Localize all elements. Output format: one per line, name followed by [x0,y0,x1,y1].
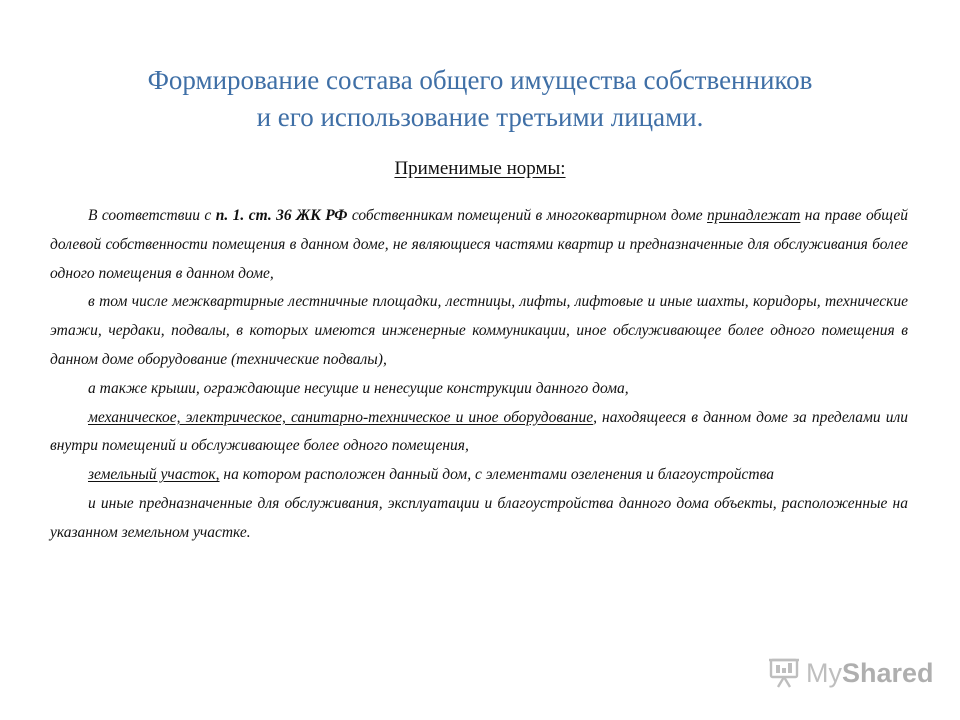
paragraph-1-intro: В соответствии с [88,207,216,224]
paragraph-4 [50,404,908,462]
watermark-text-light: My [806,657,842,688]
paragraph-3: а также крыши, ограждающие несущие и ненесущие конструкции данного дома, [88,379,629,397]
section-subtitle [0,157,960,181]
paragraph-1-middle: собственникам помещений в многоквартирном доме [347,207,708,224]
page-title-line-1: Формирование состава общего имущества собственников [147,65,813,95]
paragraph-4-rest: , находящееся в данном доме за пределами или внутри помещений и обслуживающее более одного помещения, [50,408,908,455]
law-reference: п. 1. ст. 36 ЖК РФ [215,207,348,224]
paragraph-1 [50,202,908,288]
paragraph-1-underlined: принадлежат [707,207,801,224]
paragraph-1-end: на праве общей долевой собственности помещения в данном доме, не являющиеся частями квартир и предназначенные для обслуживания более одного помещения в данном доме, [50,207,909,282]
legal-text-body [50,202,908,548]
paragraph-6: и иные предназначенные для обслуживания, эксплуатации и благоустройства данного дома объекты, расположенные на указанном земельном участке. [50,494,908,541]
page-title-line-2: и его использование третьими лицами. [256,102,704,132]
watermark-text-dark: Shared [842,657,934,688]
presentation-board-icon [768,658,800,688]
paragraph-5-rest: на котором расположен данный дом, с элементами озеленения и благоустройства [219,466,774,484]
subtitle-text: Применимые нормы: [394,158,566,179]
paragraph-5-underlined: земельный участок, [88,466,220,484]
paragraph-2: в том числе межквартирные лестничные площадки, лестницы, лифты, лифтовые и иные шахты, коридоры, технические этажи, чердаки, подвалы, в которых имеются инженерные коммуникации, иное обслуживающее более одного помещения в данном доме оборудование (технические подвалы), [50,293,908,368]
paragraph-4-underlined: механическое, электрическое, санитарно-техническое и иное оборудование [88,408,594,426]
paragraph-5 [50,461,908,490]
page-title [40,62,920,136]
watermark-text [806,658,934,689]
myshared-watermark [768,655,934,691]
